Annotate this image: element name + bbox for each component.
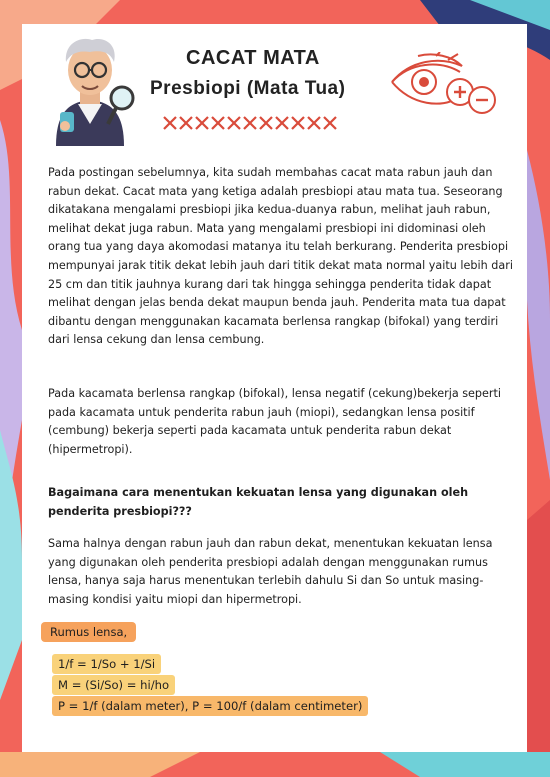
page-title: CACAT MATA: [186, 47, 320, 69]
old-man-magnifier-icon: [42, 28, 138, 148]
formula-lens: 1/f = 1/So + 1/Si: [52, 654, 161, 674]
formula-power: P = 1/f (dalam meter), P = 100/f (dalam centimeter): [52, 696, 368, 716]
page-subtitle: Presbiopi (Mata Tua): [150, 78, 346, 99]
formula-magnification: M = (Si/So) = hi/ho: [52, 675, 175, 695]
cross-pattern-divider: [162, 114, 344, 132]
intro-paragraph: Pada postingan sebelumnya, kita sudah membahas cacat mata rabun jauh dan rabun dekat. Cacat mata yang ketiga adalah presbiopi atau mata tua. Seseorang dikatakana mengalami presbiopi jika kedua-duanya rabun, melihat jauh rabun, melihat dekat juga rabun. Mata yang mengalami presbiopi ini didominasi oleh orang tua yang daya akomodasi matanya itu telah berkurang. Penderita presbiopi mempunyai jarak titik dekat lebih jauh dari titik dekat mata normal yaitu lebih dari 25 cm dan titik jauhnya kurang dari tak hingga sehingga penderita tidak dapat melihat dengan jelas benda dekat maupun benda jauh. Penderita mata tua dapat dibantu dengan menggunakan kacamata berlensa rangkap (bifokal) yang terdiri dari lensa cekung dan lensa cembung.: [48, 166, 513, 347]
bifocal-paragraph: Pada kacamata berlensa rangkap (bifokal), lensa negatif (cekung)bekerja seperti pada kacamata untuk penderita rabun jauh (miopi), sedangkan lensa positif (cembung) bekerja seperti pada kacamata untuk penderita rabun dekat (hipermetropi).: [48, 387, 502, 456]
question-heading: Bagaimana cara menentukan kekuatan lensa yang digunakan oleh penderita presbiopi???: [48, 486, 469, 518]
method-paragraph: Sama halnya dengan rabun jauh dan rabun dekat, menentukan kekuatan lensa yang digunakan oleh penderita presbiopi adalah dengan menggunakan rumus lensa, hanya saja harus menentukan terlebih dahulu Si dan So untuk masing-masing kondisi yaitu miopi dan hipermetropi.: [48, 537, 493, 606]
formula-list: [52, 654, 368, 717]
formula-label: Rumus lensa,: [41, 622, 136, 642]
eye-plus-minus-icon: [388, 52, 498, 118]
